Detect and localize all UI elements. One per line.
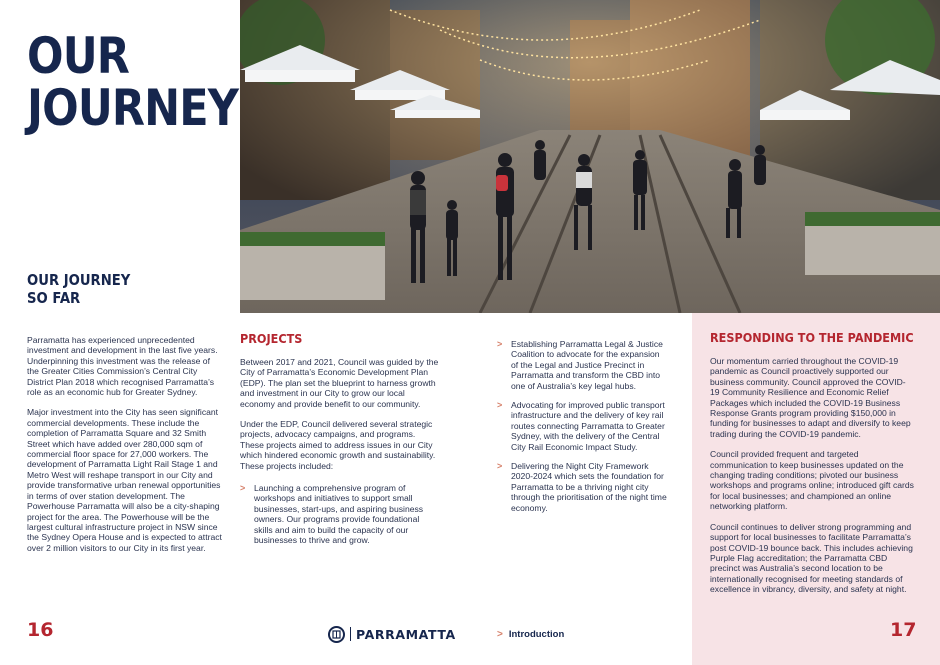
introduction-link[interactable] (497, 629, 564, 640)
section-subtitle-line-2: SO FAR (27, 289, 81, 307)
chevron-right-icon: > (497, 461, 503, 472)
projects-column (240, 331, 440, 555)
projects-paragraph: Under the EDP, Council delivered several strategic projects, advocacy campaigns, and programs. These projects aimed to address issues in our City which hindered economic growth and sustainability. These projects included: (240, 419, 436, 471)
page-number-left: 16 (27, 619, 54, 641)
list-item (497, 461, 667, 513)
intro-paragraph: Major investment into the City has seen significant commercial developments. These include the completion of Parramatta Square and 32 Smith Street which have added over 280,000 sqm of commercial floor space for 27,000 workers. The development of Parramatta Light Rail Stage 1 and Metro West will reshape transport in our City and provide transformative urban renewal opportunities in terms of over station development. The Powerhouse Parramatta will also be a city-shaping project for the area. The Powerhouse will be the largest cultural infrastructure project in NSW since the Sydney Opera House and is expected to attract over 2 million visitors to our City in its first year. (27, 407, 222, 553)
introduction-link-label: Introduction (508, 629, 565, 640)
section-subtitle-line-1: OUR JOURNEY (27, 271, 131, 289)
projects-list (240, 483, 440, 545)
page-title-line-2: JOURNEY (27, 79, 239, 137)
section-subtitle (27, 271, 130, 307)
pandemic-paragraph: Council provided frequent and targeted communication to keep businesses updated on the changing trading conditions; pivoted our business workshops and programs online; introduced gift cards for local businesses; and championed an online networking platform. (710, 449, 914, 512)
list-item-text: Advocating for improved public transport infrastructure and the delivery of key rail routes connecting Parramatta to Greater Sydney, with the delivery of the Central City Rail Economic Impact Study. (511, 400, 665, 452)
projects-heading: PROJECTS (240, 331, 303, 346)
pandemic-column (710, 330, 915, 605)
chevron-right-icon: > (497, 629, 503, 640)
city-seal-icon (328, 626, 345, 643)
list-item (497, 400, 667, 452)
list-item-text: Establishing Parramatta Legal & Justice Coalition to advocate for the expansion of the Legal and Justice Precinct in Parramatta and transform the CBD into one of Australia’s key legal hubs. (511, 339, 663, 391)
page-number-right: 17 (890, 619, 917, 641)
intro-paragraph: Parramatta has experienced unprecedented investment and development in the last five years. Underpinning this investment was the release of the Greater Cities Commission’s Central City District Plan 2018 which recognised Parramatta’s role as an economic hub for Greater Sydney. (27, 335, 218, 398)
chevron-right-icon: > (497, 339, 503, 349)
logo-wordmark: PARRAMATTA (356, 626, 456, 642)
projects-list-continued (497, 339, 667, 513)
street-scene-illustration (240, 0, 940, 313)
pandemic-panel (692, 313, 940, 665)
page-title (27, 27, 239, 137)
pandemic-paragraph: Our momentum carried throughout the COVID-19 pandemic as Council proactively supported our business community. Council approved the COVID-19 Community Resilience and Economic Relief Packages which included the COVID-19 Business Response Grants program providing $150,000 in funding for businesses to adapt and diversify to keep trading during the COVID-19 pandemic. (710, 356, 911, 439)
chevron-right-icon: > (240, 483, 246, 494)
projects-paragraph: Between 2017 and 2021, Council was guided by the City of Parramatta’s Economic Development Plan (EDP). The plan set the blueprint to harness growth and investment in our City to grow our local economy and provide benefit to our community. (240, 357, 439, 409)
street-photo (240, 0, 940, 313)
chevron-right-icon: > (497, 400, 503, 411)
logo-divider (350, 627, 351, 641)
list-item-text: Launching a comprehensive program of workshops and initiatives to support small businesses, start-ups, and aspiring business owners. Our programs provide foundational skills and aim to build the capacity of our businesses to thrive and grow. (254, 483, 424, 546)
list-item (497, 339, 667, 391)
pandemic-paragraph: Council continues to deliver strong programming and support for local businesses to facilitate Parramatta’s post COVID-19 bounce back. This includes achieving Purple Flag accreditation; the Parramatta CBD precinct was Australia’s second location to be internationally recognised for meeting standards of excellence in vibrancy, diversity, and safety at night. (710, 521, 913, 595)
pandemic-heading: RESPONDING TO THE PANDEMIC (710, 330, 914, 345)
list-item (240, 483, 440, 545)
page-title-line-1: OUR (27, 27, 130, 85)
list-item-text: Delivering the Night City Framework 2020-2024 which sets the foundation for Parramatta to be a thriving night city through the prioritisation of the night time economy. (511, 461, 667, 513)
parramatta-logo (328, 625, 456, 643)
projects-continued-column (497, 339, 667, 522)
intro-column (27, 335, 223, 563)
